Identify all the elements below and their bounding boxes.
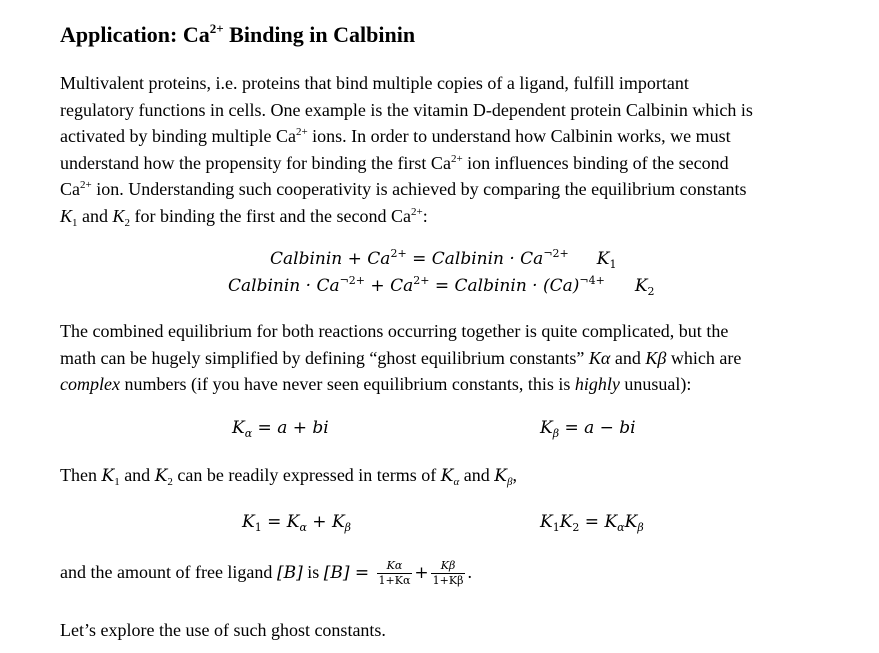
then-paragraph: Then $K_1$ and $K_2$ can be readily expressed in terms of $K_\alpha$ and $K_\beta$,	[60, 465, 517, 488]
reaction-equation-2: Calbinin · $Ca^{\neg 2+} + Ca^{2+}$ = Calbinin · $(Ca)^{\neg 4+}$ $K_2$	[228, 274, 655, 298]
ghost-constant-alpha-equation: $K_\alpha = a$ + bi	[232, 418, 329, 440]
closing-sentence: Let’s explore the use of such ghost constants.	[60, 620, 386, 640]
fraction-alpha: $\frac{K\alpha}{1+K\alpha}$	[378, 559, 411, 588]
product-relation-equation: $K_1K_2 = K_\alpha K_\beta$	[540, 512, 644, 534]
sum-relation-equation: $K_1 = K_\alpha + K_\beta$	[242, 512, 352, 534]
fraction-beta: $\frac{K\beta}{1+K\beta}$	[432, 559, 464, 588]
reaction-equation-1: Calbinin + $Ca^{2+}$ = Calbinin · $Ca^{\neg 2+}$ $K_1$	[270, 247, 617, 271]
ghost-constant-beta-equation: $K_\beta = a$ − bi	[540, 418, 636, 440]
section-heading: Application: $Ca^{2+}$ Binding in Calbinin	[60, 21, 416, 47]
intro-paragraph: Multivalent proteins, i.e. proteins that bind multiple copies of a ligand, fulfill important regulatory functions in cells. One example is the vitamin D-dependent protein Calbinin which is activated by binding multiple $Ca^{2+}$ ions. In order to understand how Calbinin works, we must understand how the propensity for binding the first $Ca^{2+}$ ion influences binding of the second $Ca^{2+}$ ion. Understanding such cooperativity is achieved by comparing the equilibrium constants $K_1$ and $K_2$ for binding the first and the second $Ca^{2+}$:	[60, 73, 753, 229]
free-ligand-paragraph: and the amount of free ligand [B] is [B] = $\frac{K\alpha}{1+K\alpha}$ + $\frac{K\beta}{1+K\beta}$ .	[60, 559, 472, 588]
combined-equilibrium-paragraph: The combined equilibrium for both reactions occurring together is quite complicated, but the math can be hugely simplified by defining “ghost equilibrium constants” Kα and Kβ which are complex numbers (if you have never seen equilibrium constants, this is highly unusual):	[60, 321, 742, 394]
